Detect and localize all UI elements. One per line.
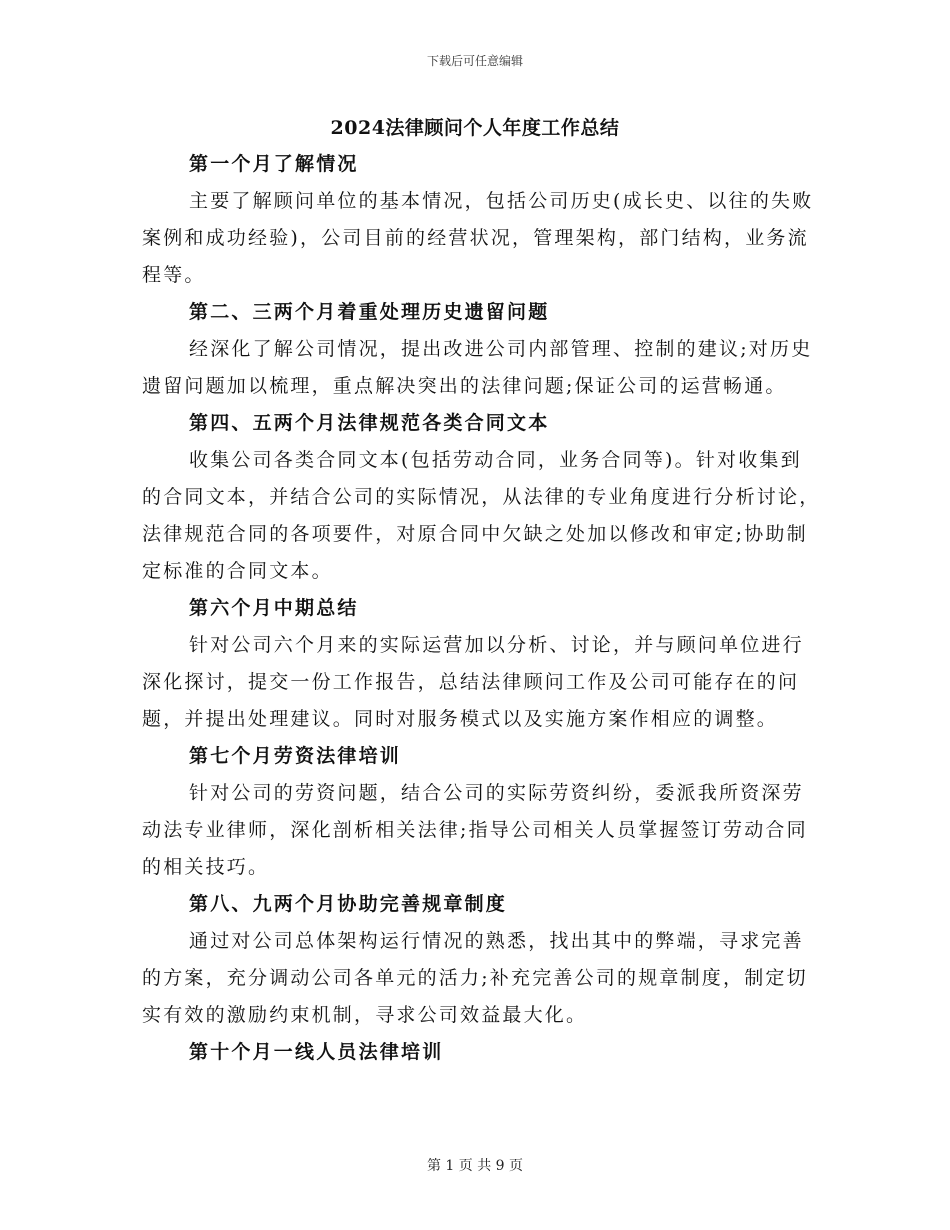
document-title: 2024法律顾问个人年度工作总结	[330, 117, 620, 139]
section-heading: 第一个月了解情况	[189, 153, 359, 175]
section-heading: 第七个月劳资法律培训	[189, 745, 402, 767]
section-month-6	[142, 590, 822, 738]
document-body	[142, 146, 822, 1071]
section-heading: 第八、九两个月协助完善规章制度	[189, 893, 508, 915]
page-header-note: 下载后可任意编辑	[426, 54, 523, 68]
section-paragraph: 收集公司各类合同文本(包括劳动合同，业务合同等)。针对收集到的合同文本，并结合公司的实际情况，从法律的专业角度进行分析讨论，法律规范合同的各项要件，对原合同中欠缺之处加以修改和审定;协助制定标准的合同文本。	[142, 449, 821, 582]
section-month-10	[142, 1034, 822, 1071]
section-heading: 第十个月一线人员法律培训	[189, 1041, 444, 1063]
section-paragraph: 针对公司的劳资问题，结合公司的实际劳资纠纷，委派我所资深劳动法专业律师，深化剖析相关法律;指导公司相关人员掌握签订劳动合同的相关技巧。	[142, 782, 808, 878]
section-paragraph: 通过对公司总体架构运行情况的熟悉，找出其中的弊端，寻求完善的方案，充分调动公司各单元的活力;补充完善公司的规章制度，制定切实有效的激励约束机制，寻求公司效益最大化。	[142, 930, 808, 1026]
section-month-1	[142, 146, 822, 294]
section-month-7	[142, 738, 822, 886]
section-paragraph: 针对公司六个月来的实际运营加以分析、讨论，并与顾问单位进行深化探讨，提交一份工作报告，总结法律顾问工作及公司可能存在的问题，并提出处理建议。同时对服务模式以及实施方案作相应的调整。	[142, 634, 804, 730]
section-month-4-5	[142, 405, 822, 590]
section-heading: 第二、三两个月着重处理历史遗留问题	[189, 301, 550, 323]
section-paragraph: 主要了解顾问单位的基本情况，包括公司历史(成长史、以往的失败案例和成功经验)，公司目前的经营状况，管理架构，部门结构，业务流程等。	[142, 190, 814, 286]
section-heading: 第四、五两个月法律规范各类合同文本	[189, 412, 550, 434]
section-month-2-3	[142, 294, 822, 405]
section-paragraph: 经深化了解公司情况，提出改进公司内部管理、控制的建议;对历史遗留问题加以梳理，重点解决突出的法律问题;保证公司的运营畅通。	[142, 338, 813, 397]
section-heading: 第六个月中期总结	[189, 597, 359, 619]
section-month-8-9	[142, 886, 822, 1034]
page-number: 第 1 页 共 9 页	[426, 1158, 524, 1174]
